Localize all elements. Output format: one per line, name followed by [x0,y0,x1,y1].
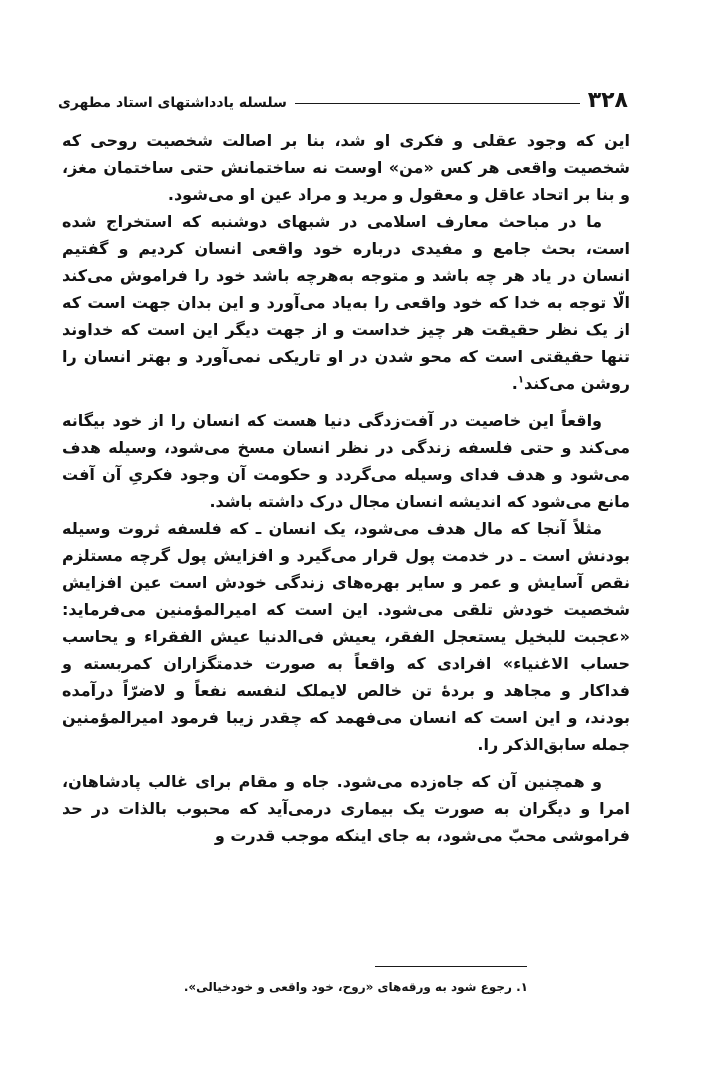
paragraph-2: ما در مباحث معارف اسلامی در شبهای دوشنبه که استخراج شده است، بحث جامع و مفیدی درباره خود واقعی انسان کردیم و گفتیم انسان در یاد هر چه باشد و متوجه به‌هرچه باشد خود را فراموش می‌کند الّا توجه به خدا که خود واقعی را به‌یاد می‌آورد و این بدان جهت است که از یک نظر حقیقت هر چیز خداست و از جهت دیگر این است که خداوند تنها حقیقتی است که محو شدن در او تاریکی نمی‌آورد و بهتر انسان را روشن می‌کند$^۱$. [62,212,630,393]
footnote-rule [375,966,527,967]
footnote-reference: ۱ [517,374,524,386]
page-number: ۳۲۸ [587,88,628,113]
paragraph-4: مثلاً آنجا که مال هدف می‌شود، یک انسان ـ که فلسفه ثروت وسیله بودنش است ـ در خدمت پول قرار می‌گیرد و افزایش پول گرچه مستلزم نقص آسایش و عمر و سایر بهره‌های زندگی خودش است عین افزایش شخصیت خودش تلقی می‌شود. این است که امیرالمؤمنین می‌فرماید: «عجبت للبخیل یستعجل الفقر، یعیش فی‌الدنیا عیش الفقراء و یحاسب حساب الاغنیاء» افرادی که واقعاً به صورت خدمتگزاران کمربسته و فداکار و مجاهد و بردهٔ تن خالص لایملک لنفسه نفعاً و لاضرّاً درآمده بودند، و این است که انسان می‌فهمد که چقدر زیبا فرمود امیرالمؤمنین جمله سابق‌الذکر را. [62,519,630,754]
header-rule [295,103,580,104]
paragraph-2-text: ما در مباحث معارف اسلامی در شبهای دوشنبه که استخراج شده است، بحث جامع و مفیدی درباره خود واقعی انسان کردیم و گفتیم انسان در یاد هر چه باشد و متوجه به‌هرچه باشد خود را فراموش می‌کند الّا توجه به خدا که خود واقعی را به‌یاد می‌آورد و این بدان جهت است که از یک نظر حقیقت هر چیز خداست و از جهت دیگر این است که خداوند تنها حقیقتی است که محو شدن در او تاریکی نمی‌آورد و بهتر انسان را روشن می‌کند [62,212,630,393]
running-header [58,82,628,112]
paragraph-3: واقعاً این خاصیت در آفت‌زدگی دنیا هست که انسان را از خود بیگانه می‌کند و حتی فلسفه زندگی در نظر انسان مسخ می‌شود، وسیله هدف می‌شود و هدف فدای وسیله می‌گردد و حکومت آن وجود فکریِ آن آفت مانع می‌شود که اندیشه انسان مجال درک داشته باشد. [62,411,630,511]
footnote: ۱. رجوع شود به ورقه‌های «روح، خود واقعی و خودخیالی». [183,980,528,994]
body-text [62,127,630,849]
series-title: سلسله یادداشتهای استاد مطهری [58,95,287,111]
paragraph-1: این که وجود عقلی و فکری او شد، بنا بر اصالت شخصیت روحی که شخصیت واقعی هر کس «من» اوست نه ساختمانش حتی ساختمان مغز، و بنا بر اتحاد عاقل و معقول و مرید و مراد عین او می‌شود. [62,131,630,204]
paragraph-5: و همچنین آن که جاه‌زده می‌شود. جاه و مقام برای غالب پادشاهان، امرا و دیگران به صورت یک بیماری درمی‌آید که محبوب بالذات در حد فراموشی محبّ می‌شود، به جای اینکه موجب قدرت و [62,772,630,845]
